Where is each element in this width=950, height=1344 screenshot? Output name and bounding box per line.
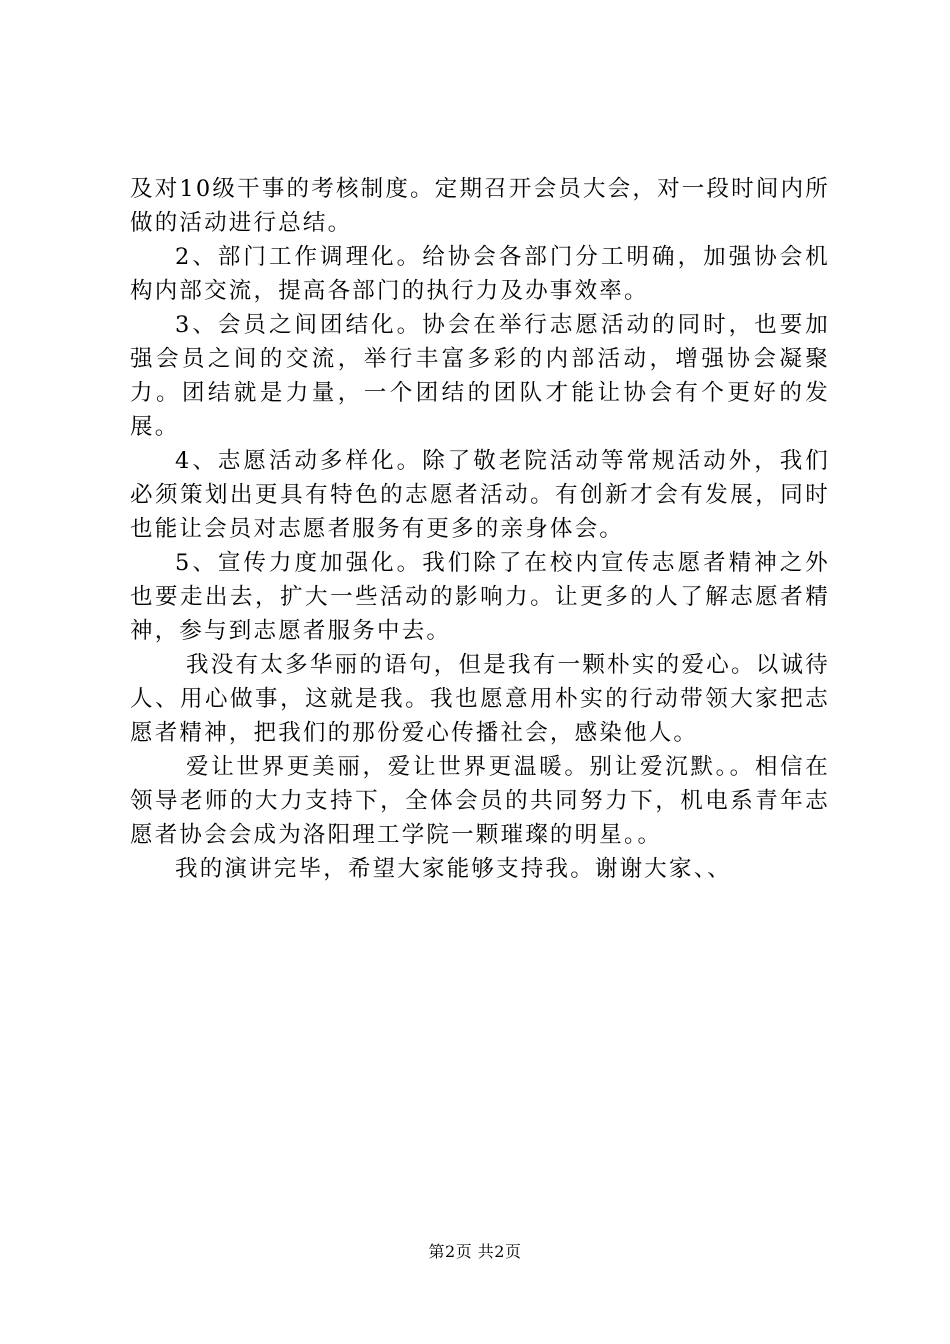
paragraph-item-5: 5、宣传力度加强化。我们除了在校内宣传志愿者精神之外也要走出去，扩大一些活动的影响力。让更多的人了解志愿者精神，参与到志愿者服务中去。 bbox=[130, 550, 830, 644]
page-footer: 第2页 共2页 bbox=[428, 1242, 522, 1261]
body-text bbox=[130, 172, 830, 886]
paragraph-closing-1: 我没有太多华丽的语句，但是我有一颗朴实的爱心。以诚待人、用心做事，这就是我。我也愿意用朴实的行动带领大家把志愿者精神，把我们的那份爱心传播社会，感染他人。 bbox=[130, 652, 830, 746]
paragraph-closing-2: 爱让世界更美丽，爱让世界更温暖。别让爱沉默。。相信在领导老师的大力支持下，全体会员的共同努力下，机电系青年志愿者协会会成为洛阳理工学院一颗璀璨的明星。。 bbox=[130, 754, 830, 848]
paragraph-closing-3: 我的演讲完毕，希望大家能够支持我。谢谢大家、、 bbox=[175, 856, 732, 882]
paragraph-item-4: 4、志愿活动多样化。除了敬老院活动等常规活动外，我们必须策划出更具有特色的志愿者活动。有创新才会有发展，同时也能让会员对志愿者服务有更多的亲身体会。 bbox=[130, 448, 830, 542]
paragraph-item-2: 2、部门工作调理化。给协会各部门分工明确，加强协会机构内部交流，提高各部门的执行力及办事效率。 bbox=[130, 244, 830, 304]
paragraph-item-3: 3、会员之间团结化。协会在举行志愿活动的同时，也要加强会员之间的交流，举行丰富多彩的内部活动，增强协会凝聚力。团结就是力量，一个团结的团队才能让协会有个更好的发展。 bbox=[130, 312, 830, 440]
paragraph-continuation: 及对10级干事的考核制度。定期召开会员大会，对一段时间内所做的活动进行总结。 bbox=[130, 176, 830, 236]
